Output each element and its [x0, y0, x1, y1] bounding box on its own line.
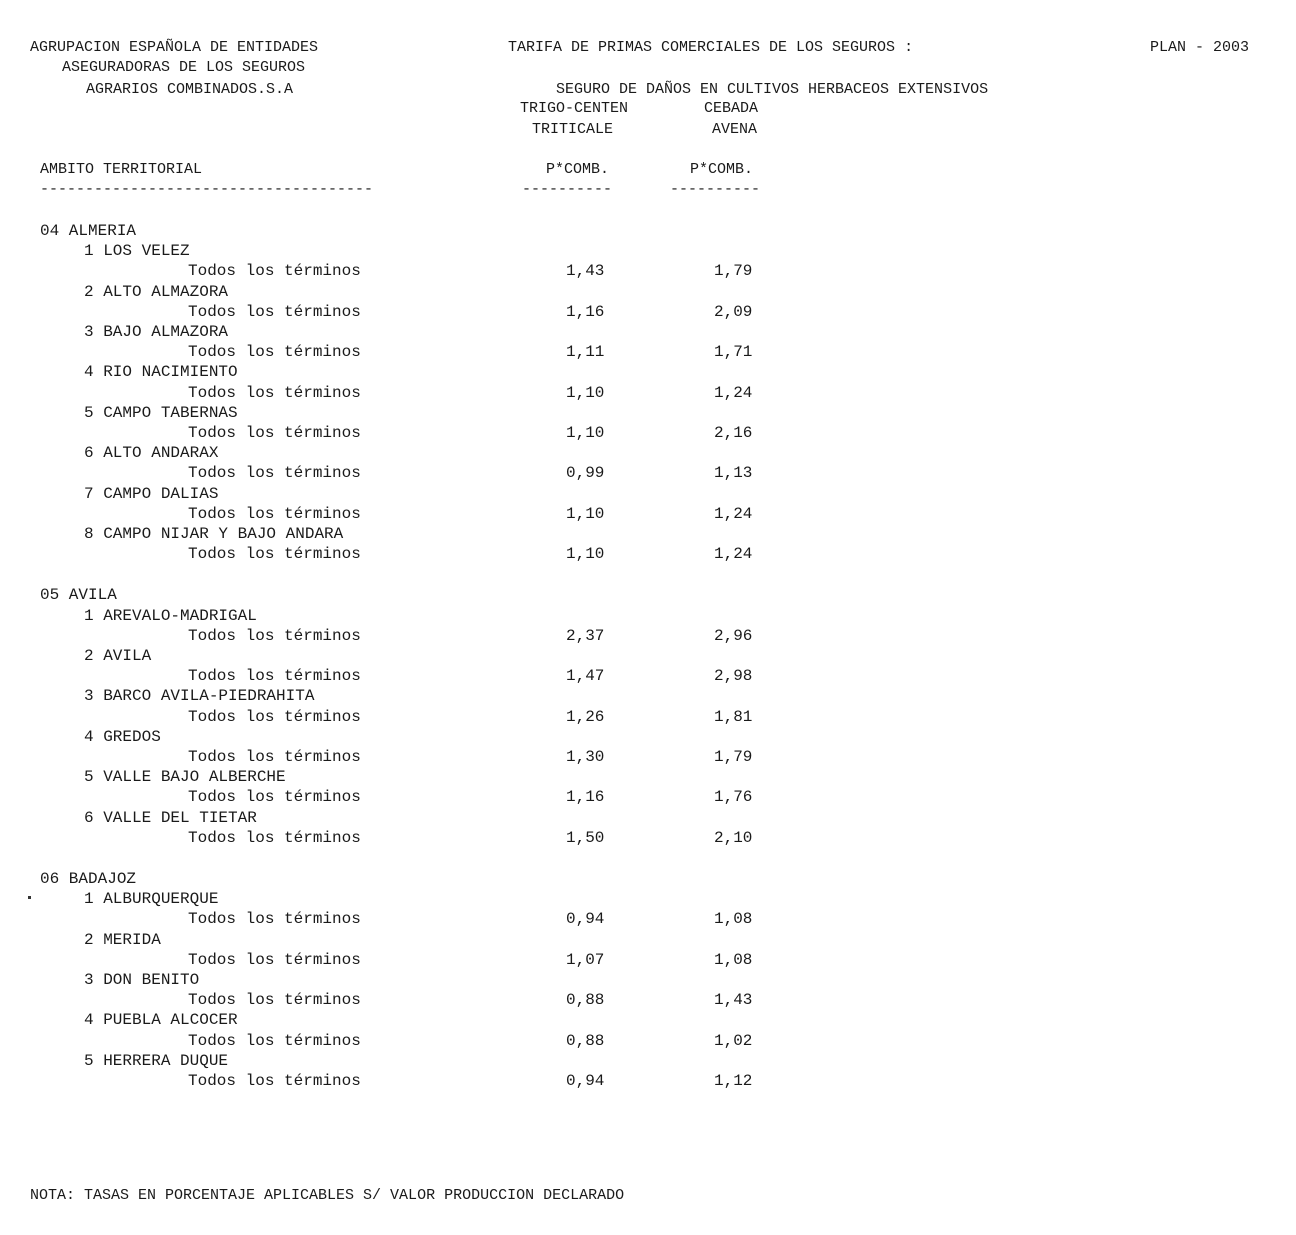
term-label: Todos los términos — [188, 1072, 361, 1090]
zone-name: 3 BARCO AVILA-PIEDRAHITA — [84, 687, 315, 705]
term-label: Todos los términos — [188, 748, 361, 766]
value-trigo: 1,30 — [566, 748, 605, 766]
term-label: Todos los términos — [188, 343, 361, 361]
col1-header-line2: TRITICALE — [532, 121, 614, 138]
term-label: Todos los términos — [188, 788, 361, 806]
col2-label: P*COMB. — [690, 161, 754, 178]
territory-column-label: AMBITO TERRITORIAL — [40, 161, 203, 178]
value-trigo: 1,10 — [566, 424, 605, 442]
term-label: Todos los términos — [188, 262, 361, 280]
value-trigo: 0,88 — [566, 1032, 605, 1050]
zone-name: 3 DON BENITO — [84, 971, 200, 989]
term-label: Todos los términos — [188, 303, 361, 321]
term-label: Todos los términos — [188, 424, 361, 442]
zone-name: 6 VALLE DEL TIETAR — [84, 809, 257, 827]
zone-name: 6 ALTO ANDARAX — [84, 444, 219, 462]
zone-name: 5 CAMPO TABERNAS — [84, 404, 238, 422]
value-cebada: 1,79 — [714, 262, 753, 280]
term-label: Todos los términos — [188, 910, 361, 928]
zone-name: 1 AREVALO-MADRIGAL — [84, 607, 257, 625]
zone-name: 3 BAJO ALMAZORA — [84, 323, 229, 341]
value-trigo: 1,47 — [566, 667, 605, 685]
value-cebada: 1,76 — [714, 788, 753, 806]
value-trigo: 1,43 — [566, 262, 605, 280]
value-trigo: 0,94 — [566, 1072, 605, 1090]
org-name-line-3: AGRARIOS COMBINADOS.S.A — [86, 81, 294, 98]
value-trigo: 1,16 — [566, 788, 605, 806]
value-trigo: 0,88 — [566, 991, 605, 1009]
value-trigo: 1,26 — [566, 708, 605, 726]
value-cebada: 2,16 — [714, 424, 753, 442]
value-trigo: 1,10 — [566, 545, 605, 563]
zone-name: 4 GREDOS — [84, 728, 161, 746]
zone-name: 2 MERIDA — [84, 931, 161, 949]
province-heading: 05 AVILA — [40, 586, 117, 604]
term-label: Todos los términos — [188, 829, 361, 847]
value-cebada: 1,43 — [714, 991, 753, 1009]
term-label: Todos los términos — [188, 505, 361, 523]
value-trigo: 1,16 — [566, 303, 605, 321]
zone-name: 5 HERRERA DUQUE — [84, 1052, 229, 1070]
zone-name: 2 ALTO ALMAZORA — [84, 283, 229, 301]
value-trigo: 1,10 — [566, 505, 605, 523]
col1-separator: ---------- — [522, 181, 613, 198]
term-label: Todos los términos — [188, 951, 361, 969]
value-cebada: 2,98 — [714, 667, 753, 685]
zone-name: 2 AVILA — [84, 647, 152, 665]
value-trigo: 0,94 — [566, 910, 605, 928]
territory-separator: ------------------------------------- — [40, 181, 374, 198]
tariff-title: TARIFA DE PRIMAS COMERCIALES DE LOS SEGUROS : — [508, 39, 914, 56]
value-cebada: 1,24 — [714, 545, 753, 563]
zone-name: 5 VALLE BAJO ALBERCHE — [84, 768, 286, 786]
plan-label: PLAN - 2003 — [1150, 39, 1250, 56]
value-trigo: 2,37 — [566, 627, 605, 645]
value-cebada: 2,10 — [714, 829, 753, 847]
zone-name: 7 CAMPO DALIAS — [84, 485, 219, 503]
value-trigo: 0,99 — [566, 464, 605, 482]
insurance-type: SEGURO DE DAÑOS EN CULTIVOS HERBACEOS EXTENSIVOS — [556, 81, 989, 98]
value-cebada: 1,12 — [714, 1072, 753, 1090]
zone-name: 1 LOS VELEZ — [84, 242, 190, 260]
term-label: Todos los términos — [188, 991, 361, 1009]
term-label: Todos los términos — [188, 1032, 361, 1050]
value-cebada: 1,02 — [714, 1032, 753, 1050]
zone-name: 4 RIO NACIMIENTO — [84, 363, 238, 381]
col2-header-line1: CEBADA — [704, 100, 759, 117]
col1-label: P*COMB. — [546, 161, 610, 178]
value-cebada: 1,13 — [714, 464, 753, 482]
value-cebada: 1,08 — [714, 910, 753, 928]
footer-note: NOTA: TASAS EN PORCENTAJE APLICABLES S/ VALOR PRODUCCION DECLARADO — [30, 1187, 625, 1204]
term-label: Todos los términos — [188, 464, 361, 482]
value-trigo: 1,10 — [566, 384, 605, 402]
zone-name: 8 CAMPO NIJAR Y BAJO ANDARA — [84, 525, 344, 543]
value-cebada: 1,24 — [714, 384, 753, 402]
value-trigo: 1,11 — [566, 343, 605, 361]
value-cebada: 1,79 — [714, 748, 753, 766]
value-trigo: 1,50 — [566, 829, 605, 847]
value-cebada: 1,71 — [714, 343, 753, 361]
province-heading: 04 ALMERIA — [40, 222, 137, 240]
zone-name: 1 ALBURQUERQUE — [84, 890, 219, 908]
value-trigo: 1,07 — [566, 951, 605, 969]
org-name-line-2: ASEGURADORAS DE LOS SEGUROS — [62, 59, 306, 76]
value-cebada: 1,08 — [714, 951, 753, 969]
org-name-line-1: AGRUPACION ESPAÑOLA DE ENTIDADES — [30, 39, 319, 56]
value-cebada: 1,24 — [714, 505, 753, 523]
value-cebada: 1,81 — [714, 708, 753, 726]
value-cebada: 2,96 — [714, 627, 753, 645]
stray-mark — [28, 896, 31, 899]
term-label: Todos los términos — [188, 545, 361, 563]
zone-name: 4 PUEBLA ALCOCER — [84, 1011, 238, 1029]
term-label: Todos los términos — [188, 627, 361, 645]
term-label: Todos los términos — [188, 384, 361, 402]
term-label: Todos los términos — [188, 708, 361, 726]
value-cebada: 2,09 — [714, 303, 753, 321]
col2-separator: ---------- — [670, 181, 761, 198]
term-label: Todos los términos — [188, 667, 361, 685]
col2-header-line2: AVENA — [712, 121, 758, 138]
col1-header-line1: TRIGO-CENTEN — [520, 100, 629, 117]
province-heading: 06 BADAJOZ — [40, 870, 137, 888]
